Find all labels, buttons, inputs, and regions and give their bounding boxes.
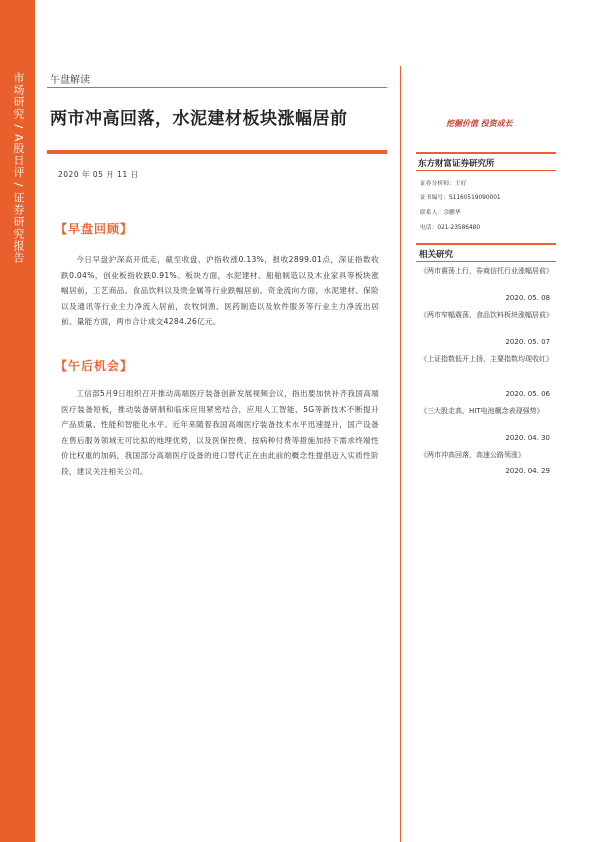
related-item[interactable]: 《上证指数低开上扬，主要指数均现收红》 <box>420 355 553 363</box>
related-item[interactable]: 《两市冲高回落，高速公路领涨》 <box>420 451 525 459</box>
contact-person: 联系人：佘鹏华 <box>420 210 461 216</box>
related-item[interactable]: 《两市震荡上行，券商信托行业涨幅居前》 <box>420 267 553 275</box>
report-date: 2020 年 05 月 11 日 <box>58 170 139 179</box>
column-divider <box>400 66 401 842</box>
side-color-bar <box>0 0 35 842</box>
org-name: 东方财富证券研究所 <box>418 159 495 169</box>
related-item-date: 2020. 04. 29 <box>505 467 550 475</box>
related-item[interactable]: 《三大股走高，HIT电池概念表现强势》 <box>420 407 544 415</box>
certificate-number: 证书编号：S1160519090001 <box>420 195 501 201</box>
related-item-date: 2020. 05. 07 <box>505 338 550 346</box>
analyst-name: 证券分析师：王好 <box>420 181 467 187</box>
section-body-afternoon: 工信部5月9日组织召开推动高端医疗装备创新发展视频会议，指出要加快补齐我国高端医疗装备短板，推动装备研制和临床应用紧密结合，应用人工智能、5G等新技术不断提升产品质量、性能和智能化水平。近年来随着我国高端医疗装备技术水平迅速提升，国产设备在售后服务领域无可比拟的地理优势，以及医保控费、按病种付费等措施加持下需求终端性价比权重的加码，我国部分高端医疗设备的进口替代正在由此前的概念性提倡迈入实质性阶段，建议关注相关公司。 <box>61 389 379 476</box>
related-item-date: 2020. 05. 08 <box>505 294 550 302</box>
related-item-date: 2020. 05. 06 <box>505 390 550 398</box>
slogan: 挖掘价值 投资成长 <box>446 119 513 128</box>
report-type-label: 午盘解读 <box>50 75 90 86</box>
section-heading-morning: 【早盘回顾】 <box>55 222 134 236</box>
related-research-title: 相关研究 <box>419 250 454 260</box>
side-bar-category: 市场研究 / A股日评 / 证券研究报告 <box>12 72 25 264</box>
org-top-rule <box>416 152 556 154</box>
section-heading-afternoon: 【午后机会】 <box>55 359 134 373</box>
related-item-date: 2020. 04. 30 <box>505 434 550 442</box>
section-body-morning: 今日早盘沪深高开低走，截至收盘，沪指收涨0.13%，报收2899.01点，深证指数收跌0.04%，创业板指收跌0.91%。板块方面，水泥建材、船舶制造以及木业家具等板块涨幅居前，工艺商品、食品饮料以及贵金属等行业跌幅居前。资金流向方面，水泥建材、保险以及通讯等行业主力净流入居前，农牧饲渔、医药制造以及软件服务等行业主力净流出居前。量能方面，两市合计成交4284.26亿元。 <box>61 255 379 326</box>
page-title: 两市冲高回落，水泥建材板块涨幅居前 <box>50 109 348 129</box>
related-item[interactable]: 《两市窄幅震荡，食品饮料板块涨幅居前》 <box>420 311 553 319</box>
related-top-rule <box>416 243 556 245</box>
org-bottom-rule <box>416 170 556 171</box>
title-divider <box>47 150 387 154</box>
header-divider <box>47 87 387 88</box>
phone-number: 电话：021-23586480 <box>420 225 481 231</box>
related-bottom-rule <box>416 261 556 262</box>
